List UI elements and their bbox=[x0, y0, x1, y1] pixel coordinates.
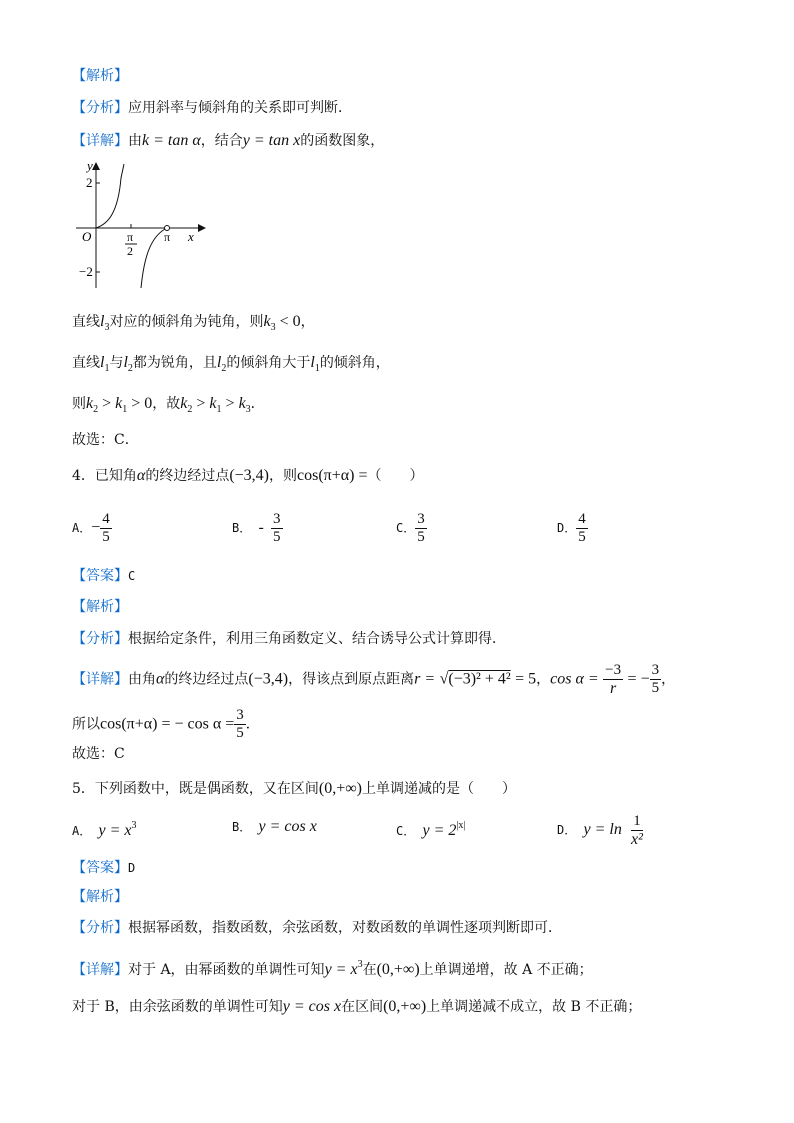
pi-label: π bbox=[164, 230, 171, 244]
q3-line2: 直线$l_1$与$l_2$都为锐角，且$l_2$的倾斜角大于$l_1$的倾斜角， bbox=[72, 354, 390, 374]
analysis-tag-q4: 【解析】 bbox=[72, 599, 128, 615]
q4-answer: 【答案】C bbox=[72, 568, 136, 584]
q4-breakdown: 【分析】根据给定条件，利用三角函数定义、结合诱导公式计算即得． bbox=[72, 631, 506, 647]
q3-line3: 则$k_2 > k_1 > 0$，故$k_2 > k_1 > k_3$． bbox=[72, 395, 265, 415]
q5-option-d[interactable]: D． y = ln $\frac{1}{\text{x²}}$ bbox=[557, 813, 643, 848]
q5-stem: 5．下列函数中，既是偶函数，又在区间(0,+∞)上单调递减的是（ ） bbox=[72, 780, 516, 797]
q4-choose: 故选：C bbox=[72, 746, 125, 762]
tan-branch-left bbox=[96, 164, 124, 228]
q4-detail: 【详解】由角α的终边经过点(−3,4)，得该点到原点距离r = √(−3)² + 4² = 5，cos α = $\frac{-3}{r}$ = − $\frac{3}{5}$ ， bbox=[72, 662, 676, 697]
q4-option-a[interactable]: A．− $\frac{4}{5}$ bbox=[72, 511, 110, 545]
tan-branch-right bbox=[141, 229, 165, 288]
q3-choose: 故选：C． bbox=[72, 432, 139, 448]
q5-option-c[interactable]: C． $y = 2^{|x|}$ bbox=[396, 820, 466, 839]
tangent-graph bbox=[70, 158, 210, 293]
q5-answer: 【答案】D bbox=[72, 860, 136, 876]
y-axis-label: y bbox=[87, 158, 93, 173]
q3-detail: 【详解】由k = tan α，结合y = tan x的函数图象， bbox=[72, 132, 385, 149]
pi-half-den: 2 bbox=[127, 244, 133, 258]
q3-breakdown: 【分析】应用斜率与倾斜角的关系即可判断． bbox=[72, 100, 352, 116]
tick-2-label: 2 bbox=[86, 175, 93, 190]
q4-option-b[interactable]: B． - $\frac{3}{5}$ bbox=[232, 511, 281, 545]
q4-option-d[interactable]: D． $\frac{4}{5}$ bbox=[557, 511, 586, 545]
q5-option-b[interactable]: B． y = cos x bbox=[232, 818, 317, 835]
y-axis-arrow bbox=[92, 162, 100, 170]
pi-half-num: π bbox=[127, 230, 134, 244]
q4-so: 所以cos(π+α) = − cos α = $\frac{3}{5}$ ． bbox=[72, 707, 260, 741]
q4-option-c[interactable]: C． $\frac{3}{5}$ bbox=[396, 511, 425, 545]
q5-detail-a: 【详解】对于 A，由幂函数的单调性可知$y = x^3$在(0,+∞)上单调递增，故 A 不正确； bbox=[72, 959, 593, 978]
x-axis-arrow bbox=[198, 224, 206, 232]
q3-line1: 直线$l_3$对应的倾斜角为钝角，则$k_3 < 0$， bbox=[72, 313, 315, 333]
analysis-tag-q3: 【解析】 bbox=[72, 68, 128, 84]
q5-option-a[interactable]: A． $y = x^3$ bbox=[72, 820, 137, 839]
tick-neg2-label: −2 bbox=[79, 264, 93, 279]
x-axis-label: x bbox=[188, 229, 194, 244]
origin-label: O bbox=[82, 229, 92, 244]
q4-stem: 4．已知角α的终边经过点(−3,4)，则cos(π+α) =（ ） bbox=[72, 467, 424, 484]
q5-detail-b: 对于 B，由余弦函数的单调性可知y = cos x在区间(0,+∞)上单调递减不成立，故 B 不正确； bbox=[72, 998, 642, 1015]
analysis-tag-q5: 【解析】 bbox=[72, 889, 128, 905]
q5-breakdown: 【分析】根据幂函数，指数函数，余弦函数，对数函数的单调性逐项判断即可． bbox=[72, 920, 562, 936]
